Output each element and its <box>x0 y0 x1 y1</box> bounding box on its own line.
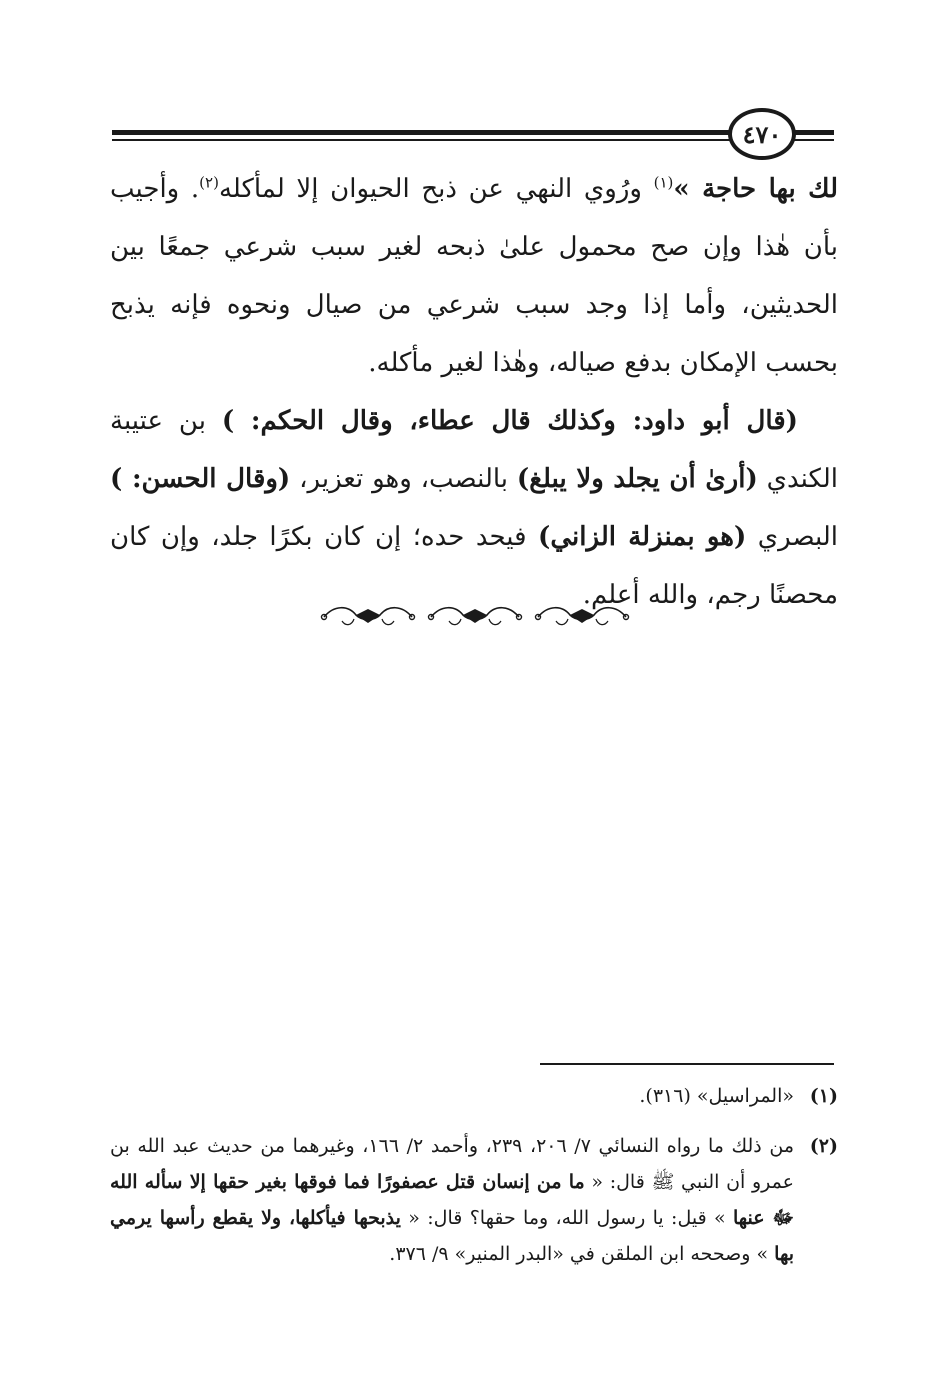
page-number: ٤٧٠ <box>728 108 796 160</box>
sharh-nasb: بالنصب، وهو تعزير، <box>290 464 517 494</box>
matn-yujlad: (أرىٰ أن يجلد ولا يبلغ) <box>516 464 758 494</box>
ornament-flourish-icon <box>320 601 416 629</box>
paragraph-2 <box>110 392 838 624</box>
footnote-2-text-c: » وصححه ابن الملقن في «البدر المنير» ٩/ ٣٧٦. <box>389 1243 775 1265</box>
header-rule-thick <box>112 130 834 135</box>
header-rule <box>112 130 834 144</box>
ornament-flourish-icon <box>534 601 630 629</box>
footnote-number: (١) <box>809 1085 838 1107</box>
footnote-ref-1: (١) <box>653 173 674 192</box>
footnote-2-text-a: من ذلك ما رواه النسائي ٧/ ٢٠٦، ٢٣٩، وأحمد ٢/ ١٦٦، وغيرهما من حديث عبد الله بن عمرو أن النبي ﷺ قال: « <box>110 1135 794 1193</box>
footnote-2 <box>110 1128 838 1272</box>
paragraph-1 <box>110 160 838 392</box>
sharh-kindi: بن عتيبة الكندي <box>110 406 838 494</box>
footnote-2-text-b: » قيل: يا رسول الله، وما حقها؟ قال: « <box>400 1207 733 1229</box>
sharh-basri: البصري <box>746 522 838 552</box>
matn-abu-dawud: (قال أبو داود: وكذلك قال عطاء، وقال الحكم: ) <box>221 406 798 436</box>
paragraph-1-text-a: ورُوي النهي عن ذبح الحيوان إلا لمأكله <box>218 174 654 204</box>
section-ornament <box>320 598 630 632</box>
footnotes <box>110 1078 838 1286</box>
hadith-fragment: لك بها حاجة » <box>673 174 839 204</box>
footnote-text <box>110 1128 794 1272</box>
header-rule-thin <box>112 139 834 141</box>
footnote-1 <box>110 1078 838 1114</box>
footnote-separator <box>540 1063 834 1065</box>
main-text <box>110 160 838 624</box>
footnote-ref-2: (٢) <box>199 173 219 192</box>
matn-zani: (هو بمنزلة الزاني) <box>538 522 747 552</box>
hadith-text-2: يذبحها فيأكلها، ولا يقطع رأسها يرمي بها <box>110 1207 794 1265</box>
hadith-text-1: ما من إنسان قتل عصفورًا فما فوقها بغير حقها إلا سأله الله ﷻ عنها <box>110 1171 794 1229</box>
matn-hasan: (وقال الحسن: ) <box>110 464 291 494</box>
footnote-text: «المراسيل» (٣١٦). <box>639 1085 794 1107</box>
sharh-hadd: فيحد حده؛ إن كان بكرًا جلد، وإن كان محصنًا رجم، والله أعلم. <box>110 522 838 610</box>
paragraph-1-text-b: . وأجيب بأن هٰذا وإن صح محمول علىٰ ذبحه لغير سبب شرعي جمعًا بين الحديثين، وأما إذا وجد سبب شرعي من صيال ونحوه فإنه يذبح بحسب الإمكان بدفع صياله، وهٰذا لغير مأكله. <box>110 174 838 378</box>
ornament-flourish-icon <box>427 601 523 629</box>
footnote-number: (٢) <box>809 1135 838 1157</box>
